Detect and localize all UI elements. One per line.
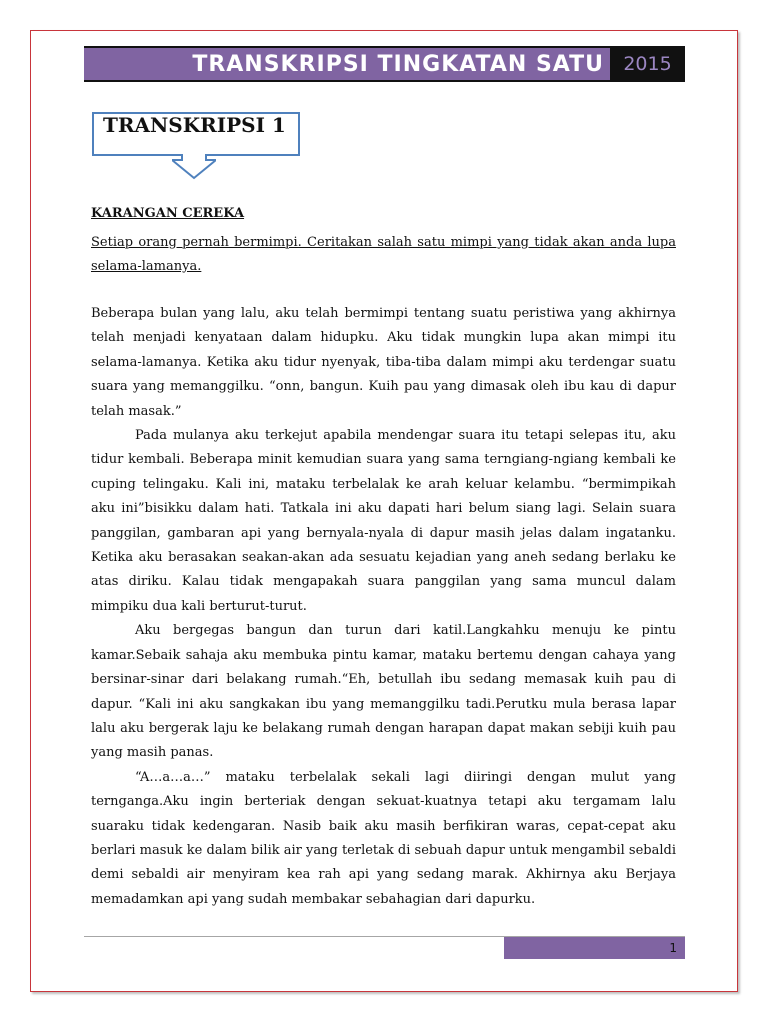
- header-title: TRANSKRIPSI TINGKATAN SATU: [192, 51, 604, 77]
- essay-paragraph: Aku bergegas bangun dan turun dari katil.Langkahku menuju ke pintu kamar.Sebaik sahaja aku membuka pintu kamar, mataku bertemu dengan cahaya yang bersinar-sinar dari belakang rumah.“Eh, betullah ibu sedang memasak kuih pau di dapur. “Kali ini aku sangkakan ibu yang memanggilku tadi.Perutku mula berasa lapar lalu aku bergerak laju ke belakang rumah dengan harapan dapat makan sebiji kuih pau yang masih panas.: [91, 623, 676, 761]
- essay-type-heading: KARANGAN CEREKA: [91, 206, 245, 221]
- header-year: 2015: [623, 53, 672, 75]
- essay-body: [91, 302, 676, 912]
- essay-paragraph: Beberapa bulan yang lalu, aku telah bermimpi tentang suatu peristiwa yang akhirnya telah menjadi kenyataan dalam hidupku. Aku tidak mungkin lupa akan mimpi itu selama-lamanya. Ketika aku tidur nyenyak, tiba-tiba dalam mimpi aku terdengar suatu suara yang memanggilku. “onn, bangun. Kuih pau yang dimasak oleh ibu kau di dapur telah masak.”: [91, 306, 676, 419]
- page-number: 1: [669, 941, 677, 955]
- header-rule-bottom: [84, 80, 685, 82]
- essay-question: Setiap orang pernah bermimpi. Ceritakan salah satu mimpi yang tidak akan anda lupa selama-lamanya.: [91, 235, 676, 274]
- header-year-box: [610, 48, 685, 80]
- callout-title: TRANSKRIPSI 1: [103, 113, 286, 137]
- essay-paragraph: “A…a…a…” mataku terbelalak sekali lagi diiringi dengan mulut yang ternganga.Aku ingin berteriak dengan sekuat-kuatnya tetapi aku tergamam lalu suaraku tidak kedengaran. Nasib baik aku masih berfikiran waras, cepat-cepat aku berlari masuk ke dalam bilik air yang terletak di sebuah dapur untuk mengambil sebaldi demi sebaldi air menyiram kea rah api yang sedang marak. Akhirnya aku Berjaya memadamkan api yang sudah membakar sebahagian dari dapurku.: [91, 769, 676, 907]
- header-banner: [84, 48, 610, 80]
- footer-bar: [504, 937, 685, 959]
- essay-paragraph: Pada mulanya aku terkejut apabila mendengar suara itu tetapi selepas itu, aku tidur kembali. Beberapa minit kemudian suara yang sama terngiang-ngiang kembali ke cuping telingaku. Kali ini, mataku terbelalak ke arah keluar kelambu. “bermimpikah aku ini”bisikku dalam hati. Tatkala ini aku dapati hari belum siang lagi. Selain suara panggilan, gambaran api yang bernyala-nyala di dapur masih jelas dalam ingatanku. Ketika aku berasakan seakan-akan ada sesuatu kejadian yang aneh sedang berlaku ke atas diriku. Kalau tidak mengapakah suara panggilan yang sama muncul dalam mimpiku dua kali berturut-turut.: [91, 428, 676, 614]
- callout-arrow-icon: [172, 154, 216, 180]
